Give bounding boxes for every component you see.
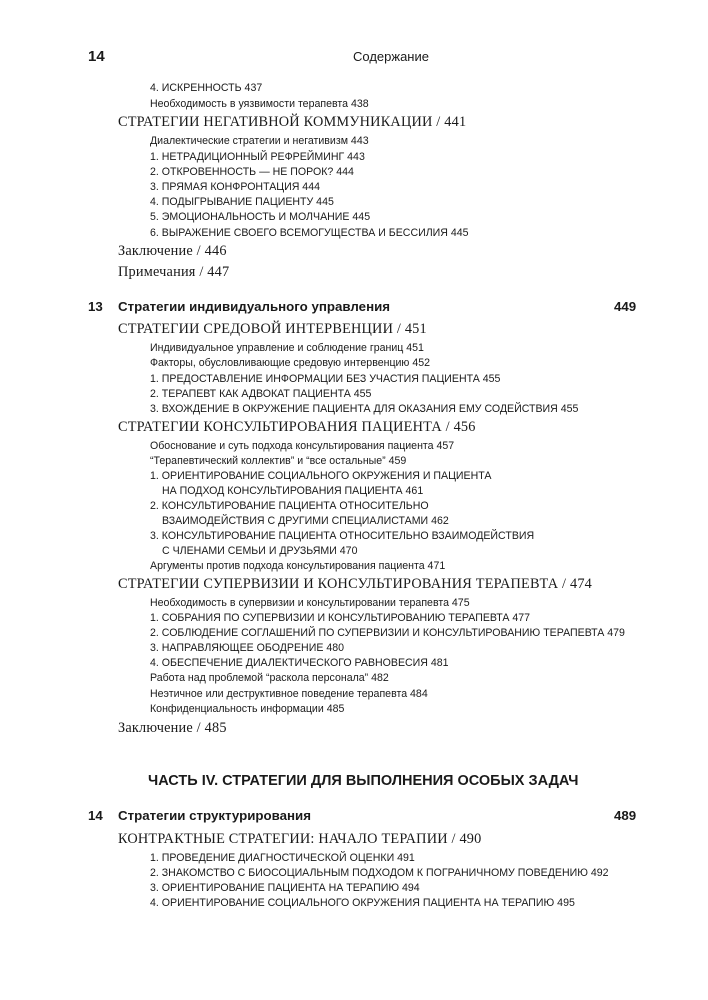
toc-entry: 1. НЕТРАДИЦИОННЫЙ РЕФРЕЙМИНГ 443 bbox=[150, 151, 365, 163]
toc-section-heading: СТРАТЕГИИ СУПЕРВИЗИИ И КОНСУЛЬТИРОВАНИЯ ТЕРАПЕВТА / 474 bbox=[118, 576, 593, 592]
toc-entry: Обоснование и суть подхода консультирования пациента 457 bbox=[150, 440, 455, 452]
toc-entry: “Терапевтический коллектив” и “все остальные” 459 bbox=[150, 455, 407, 467]
toc-entry: 1. ОРИЕНТИРОВАНИЕ СОЦИАЛЬНОГО ОКРУЖЕНИЯ И ПАЦИЕНТА bbox=[150, 470, 492, 482]
toc-section-heading: СТРАТЕГИИ НЕГАТИВНОЙ КОММУНИКАЦИИ / 441 bbox=[118, 114, 467, 130]
page-number: 14 bbox=[88, 48, 105, 65]
toc-entry: С ЧЛЕНАМИ СЕМЬИ И ДРУЗЬЯМИ 470 bbox=[162, 545, 358, 557]
toc-entry: 5. ЭМОЦИОНАЛЬНОСТЬ И МОЛЧАНИЕ 445 bbox=[150, 211, 371, 223]
running-header-title: Содержание bbox=[353, 49, 429, 64]
toc-entry: 3. КОНСУЛЬТИРОВАНИЕ ПАЦИЕНТА ОТНОСИТЕЛЬНО ВЗАИМОДЕЙСТВИЯ bbox=[150, 530, 535, 542]
toc-section-heading: КОНТРАКТНЫЕ СТРАТЕГИИ: НАЧАЛО ТЕРАПИИ / 490 bbox=[118, 831, 482, 847]
toc-entry: 1. ПРЕДОСТАВЛЕНИЕ ИНФОРМАЦИИ БЕЗ УЧАСТИЯ ПАЦИЕНТА 455 bbox=[150, 373, 501, 385]
toc-entry: 2. ТЕРАПЕВТ КАК АДВОКАТ ПАЦИЕНТА 455 bbox=[150, 388, 372, 400]
toc-entry: 2. ОТКРОВЕННОСТЬ — НЕ ПОРОК? 444 bbox=[150, 166, 354, 178]
toc-entry: 4. ИСКРЕННОСТЬ 437 bbox=[150, 82, 263, 94]
toc-entry: 2. ЗНАКОМСТВО С БИОСОЦИАЛЬНЫМ ПОДХОДОМ К ПОГРАНИЧНОМУ ПОВЕДЕНИЮ 492 bbox=[150, 867, 609, 879]
chapter-title: Стратегии индивидуального управления bbox=[118, 299, 391, 314]
toc-entry: Диалектические стратегии и негативизм 443 bbox=[150, 135, 369, 147]
toc-section-heading: Примечания / 447 bbox=[118, 264, 230, 280]
toc-entry: 3. НАПРАВЛЯЮЩЕЕ ОБОДРЕНИЕ 480 bbox=[150, 642, 345, 654]
toc-entry: 3. ОРИЕНТИРОВАНИЕ ПАЦИЕНТА НА ТЕРАПИЮ 494 bbox=[150, 882, 420, 894]
toc-entry: 2. КОНСУЛЬТИРОВАНИЕ ПАЦИЕНТА ОТНОСИТЕЛЬНО bbox=[150, 500, 429, 512]
toc-entry: Работа над проблемой “раскола персонала” 482 bbox=[150, 672, 389, 684]
toc-entry: 1. СОБРАНИЯ ПО СУПЕРВИЗИИ И КОНСУЛЬТИРОВАНИЮ ТЕРАПЕВТА 477 bbox=[150, 612, 531, 624]
toc-entry: 3. ПРЯМАЯ КОНФРОНТАЦИЯ 444 bbox=[150, 181, 320, 193]
toc-entry: Необходимость в уязвимости терапевта 438 bbox=[150, 98, 369, 110]
chapter-page: 489 bbox=[614, 808, 637, 823]
toc-entry: 4. ОБЕСПЕЧЕНИЕ ДИАЛЕКТИЧЕСКОГО РАВНОВЕСИЯ 481 bbox=[150, 657, 449, 669]
toc-entry: Необходимость в супервизии и консультировании терапевта 475 bbox=[150, 597, 470, 609]
toc-entry: НА ПОДХОД КОНСУЛЬТИРОВАНИЯ ПАЦИЕНТА 461 bbox=[162, 485, 424, 497]
toc-entry: 1. ПРОВЕДЕНИЕ ДИАГНОСТИЧЕСКОЙ ОЦЕНКИ 491 bbox=[150, 852, 415, 864]
toc-entry: Конфиденциальность информации 485 bbox=[150, 703, 345, 715]
toc-entry: 6. ВЫРАЖЕНИЕ СВОЕГО ВСЕМОГУЩЕСТВА И БЕССИЛИЯ 445 bbox=[150, 227, 469, 239]
toc-entry: 4. ОРИЕНТИРОВАНИЕ СОЦИАЛЬНОГО ОКРУЖЕНИЯ ПАЦИЕНТА НА ТЕРАПИЮ 495 bbox=[150, 897, 575, 909]
chapter-number: 14 bbox=[88, 808, 103, 823]
toc-section-heading: Заключение / 446 bbox=[118, 243, 227, 259]
toc-entry: Индивидуальное управление и соблюдение границ 451 bbox=[150, 342, 424, 354]
chapter-number: 13 bbox=[88, 299, 103, 314]
chapter-page: 449 bbox=[614, 299, 637, 314]
toc-section-heading: СТРАТЕГИИ СРЕДОВОЙ ИНТЕРВЕНЦИИ / 451 bbox=[118, 321, 427, 337]
chapter-title: Стратегии структурирования bbox=[118, 808, 311, 823]
part-heading: ЧАСТЬ IV. СТРАТЕГИИ ДЛЯ ВЫПОЛНЕНИЯ ОСОБЫХ ЗАДАЧ bbox=[148, 773, 579, 789]
toc-entry: 4. ПОДЫГРЫВАНИЕ ПАЦИЕНТУ 445 bbox=[150, 196, 334, 208]
toc-section-heading: СТРАТЕГИИ КОНСУЛЬТИРОВАНИЯ ПАЦИЕНТА / 456 bbox=[118, 419, 476, 435]
toc-entry: ВЗАИМОДЕЙСТВИЯ С ДРУГИМИ СПЕЦИАЛИСТАМИ 462 bbox=[162, 515, 449, 527]
toc-section-heading: Заключение / 485 bbox=[118, 720, 227, 736]
toc-entry: Аргументы против подхода консультирования пациента 471 bbox=[150, 560, 446, 572]
toc-entry: Неэтичное или деструктивное поведение терапевта 484 bbox=[150, 688, 428, 700]
toc-entry: 3. ВХОЖДЕНИЕ В ОКРУЖЕНИЕ ПАЦИЕНТА ДЛЯ ОКАЗАНИЯ ЕМУ СОДЕЙСТВИЯ 455 bbox=[150, 403, 579, 415]
toc-entry: 2. СОБЛЮДЕНИЕ СОГЛАШЕНИЙ ПО СУПЕРВИЗИИ И КОНСУЛЬТИРОВАНИЮ ТЕРАПЕВТА 479 bbox=[150, 627, 625, 639]
toc-entry: Факторы, обусловливающие средовую интервенцию 452 bbox=[150, 357, 430, 369]
